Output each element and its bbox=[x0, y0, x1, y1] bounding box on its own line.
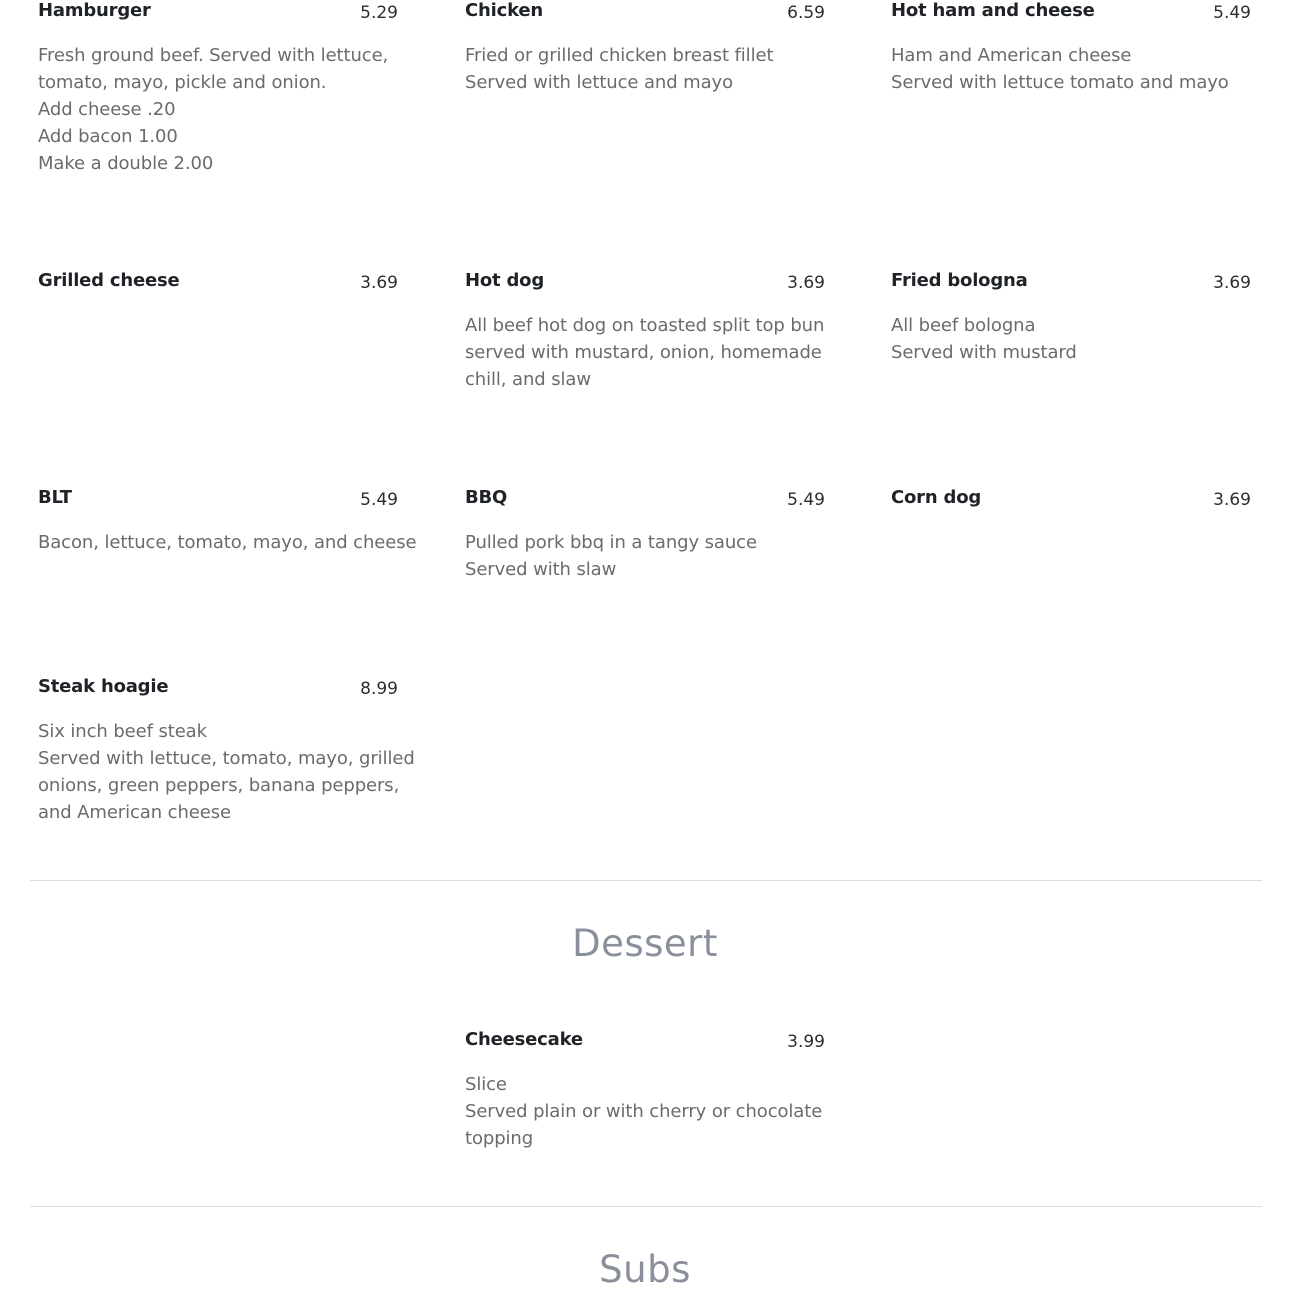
item-description bbox=[891, 42, 1251, 96]
item-price: 6.59 bbox=[787, 3, 825, 23]
description-line: Served with lettuce tomato and mayo bbox=[891, 72, 1229, 93]
item-name: Steak hoagie bbox=[38, 676, 169, 697]
menu-item-blt bbox=[38, 487, 417, 556]
description-line: Served plain or with cherry or chocolate bbox=[465, 1101, 823, 1122]
item-name: Fried bologna bbox=[891, 270, 1028, 291]
description-line: All beef hot dog on toasted split top bun bbox=[465, 315, 825, 336]
menu-item-hot-dog bbox=[465, 270, 825, 393]
menu-item-fried-bologna bbox=[891, 270, 1251, 366]
item-price: 5.49 bbox=[1213, 3, 1251, 23]
item-price: 3.69 bbox=[360, 273, 398, 293]
item-description bbox=[38, 42, 398, 177]
menu-item-corn-dog bbox=[891, 487, 1251, 513]
description-line: Served with mustard bbox=[891, 342, 1077, 363]
item-price: 5.29 bbox=[360, 3, 398, 23]
description-line: Fried or grilled chicken breast fillet bbox=[465, 45, 774, 66]
item-name: Grilled cheese bbox=[38, 270, 180, 291]
item-price: 5.49 bbox=[360, 490, 398, 510]
section-title-subs: Subs bbox=[599, 1248, 691, 1291]
menu-item-cheesecake bbox=[465, 1029, 825, 1152]
description-line: Add bacon 1.00 bbox=[38, 126, 178, 147]
item-name: Chicken bbox=[465, 0, 543, 21]
item-price: 3.69 bbox=[1213, 273, 1251, 293]
item-name: Hot dog bbox=[465, 270, 545, 291]
description-line: Fresh ground beef. Served with lettuce, bbox=[38, 45, 389, 66]
item-description bbox=[891, 312, 1251, 366]
item-price: 3.69 bbox=[787, 273, 825, 293]
item-description bbox=[38, 529, 417, 556]
description-line: tomato, mayo, pickle and onion. bbox=[38, 72, 327, 93]
item-name: BLT bbox=[38, 487, 72, 508]
section-title-dessert: Dessert bbox=[572, 922, 718, 965]
description-line: All beef bologna bbox=[891, 315, 1036, 336]
section-divider bbox=[30, 1206, 1262, 1207]
menu-item-hamburger bbox=[38, 0, 398, 177]
description-line: Add cheese .20 bbox=[38, 99, 176, 120]
item-name: BBQ bbox=[465, 487, 508, 508]
description-line: Served with slaw bbox=[465, 559, 617, 580]
item-price: 8.99 bbox=[360, 679, 398, 699]
section-divider bbox=[30, 880, 1262, 881]
description-line: Make a double 2.00 bbox=[38, 153, 214, 174]
item-name: Hamburger bbox=[38, 0, 151, 21]
menu-item-grilled-cheese bbox=[38, 270, 398, 296]
item-price: 3.99 bbox=[787, 1032, 825, 1052]
item-name: Cheesecake bbox=[465, 1029, 583, 1050]
item-description bbox=[465, 312, 825, 393]
description-line: Served with lettuce and mayo bbox=[465, 72, 733, 93]
description-line: Slice bbox=[465, 1074, 507, 1095]
description-line: onions, green peppers, banana peppers, bbox=[38, 775, 400, 796]
menu-item-steak-hoagie bbox=[38, 676, 415, 826]
description-line: Ham and American cheese bbox=[891, 45, 1132, 66]
description-line: Pulled pork bbq in a tangy sauce bbox=[465, 532, 757, 553]
description-line: served with mustard, onion, homemade bbox=[465, 342, 822, 363]
item-description bbox=[465, 42, 825, 96]
description-line: Bacon, lettuce, tomato, mayo, and cheese bbox=[38, 532, 417, 553]
item-name: Corn dog bbox=[891, 487, 982, 508]
item-description bbox=[465, 529, 825, 583]
menu-item-chicken bbox=[465, 0, 825, 96]
item-name: Hot ham and cheese bbox=[891, 0, 1095, 21]
item-description bbox=[38, 718, 415, 826]
description-line: Six inch beef steak bbox=[38, 721, 207, 742]
description-line: chill, and slaw bbox=[465, 369, 591, 390]
item-description bbox=[465, 1071, 825, 1152]
item-price: 3.69 bbox=[1213, 490, 1251, 510]
description-line: topping bbox=[465, 1128, 534, 1149]
description-line: Served with lettuce, tomato, mayo, grilled bbox=[38, 748, 415, 769]
menu-item-bbq bbox=[465, 487, 825, 583]
description-line: and American cheese bbox=[38, 802, 231, 823]
menu-item-hot-ham-and-cheese bbox=[891, 0, 1251, 96]
item-price: 5.49 bbox=[787, 490, 825, 510]
